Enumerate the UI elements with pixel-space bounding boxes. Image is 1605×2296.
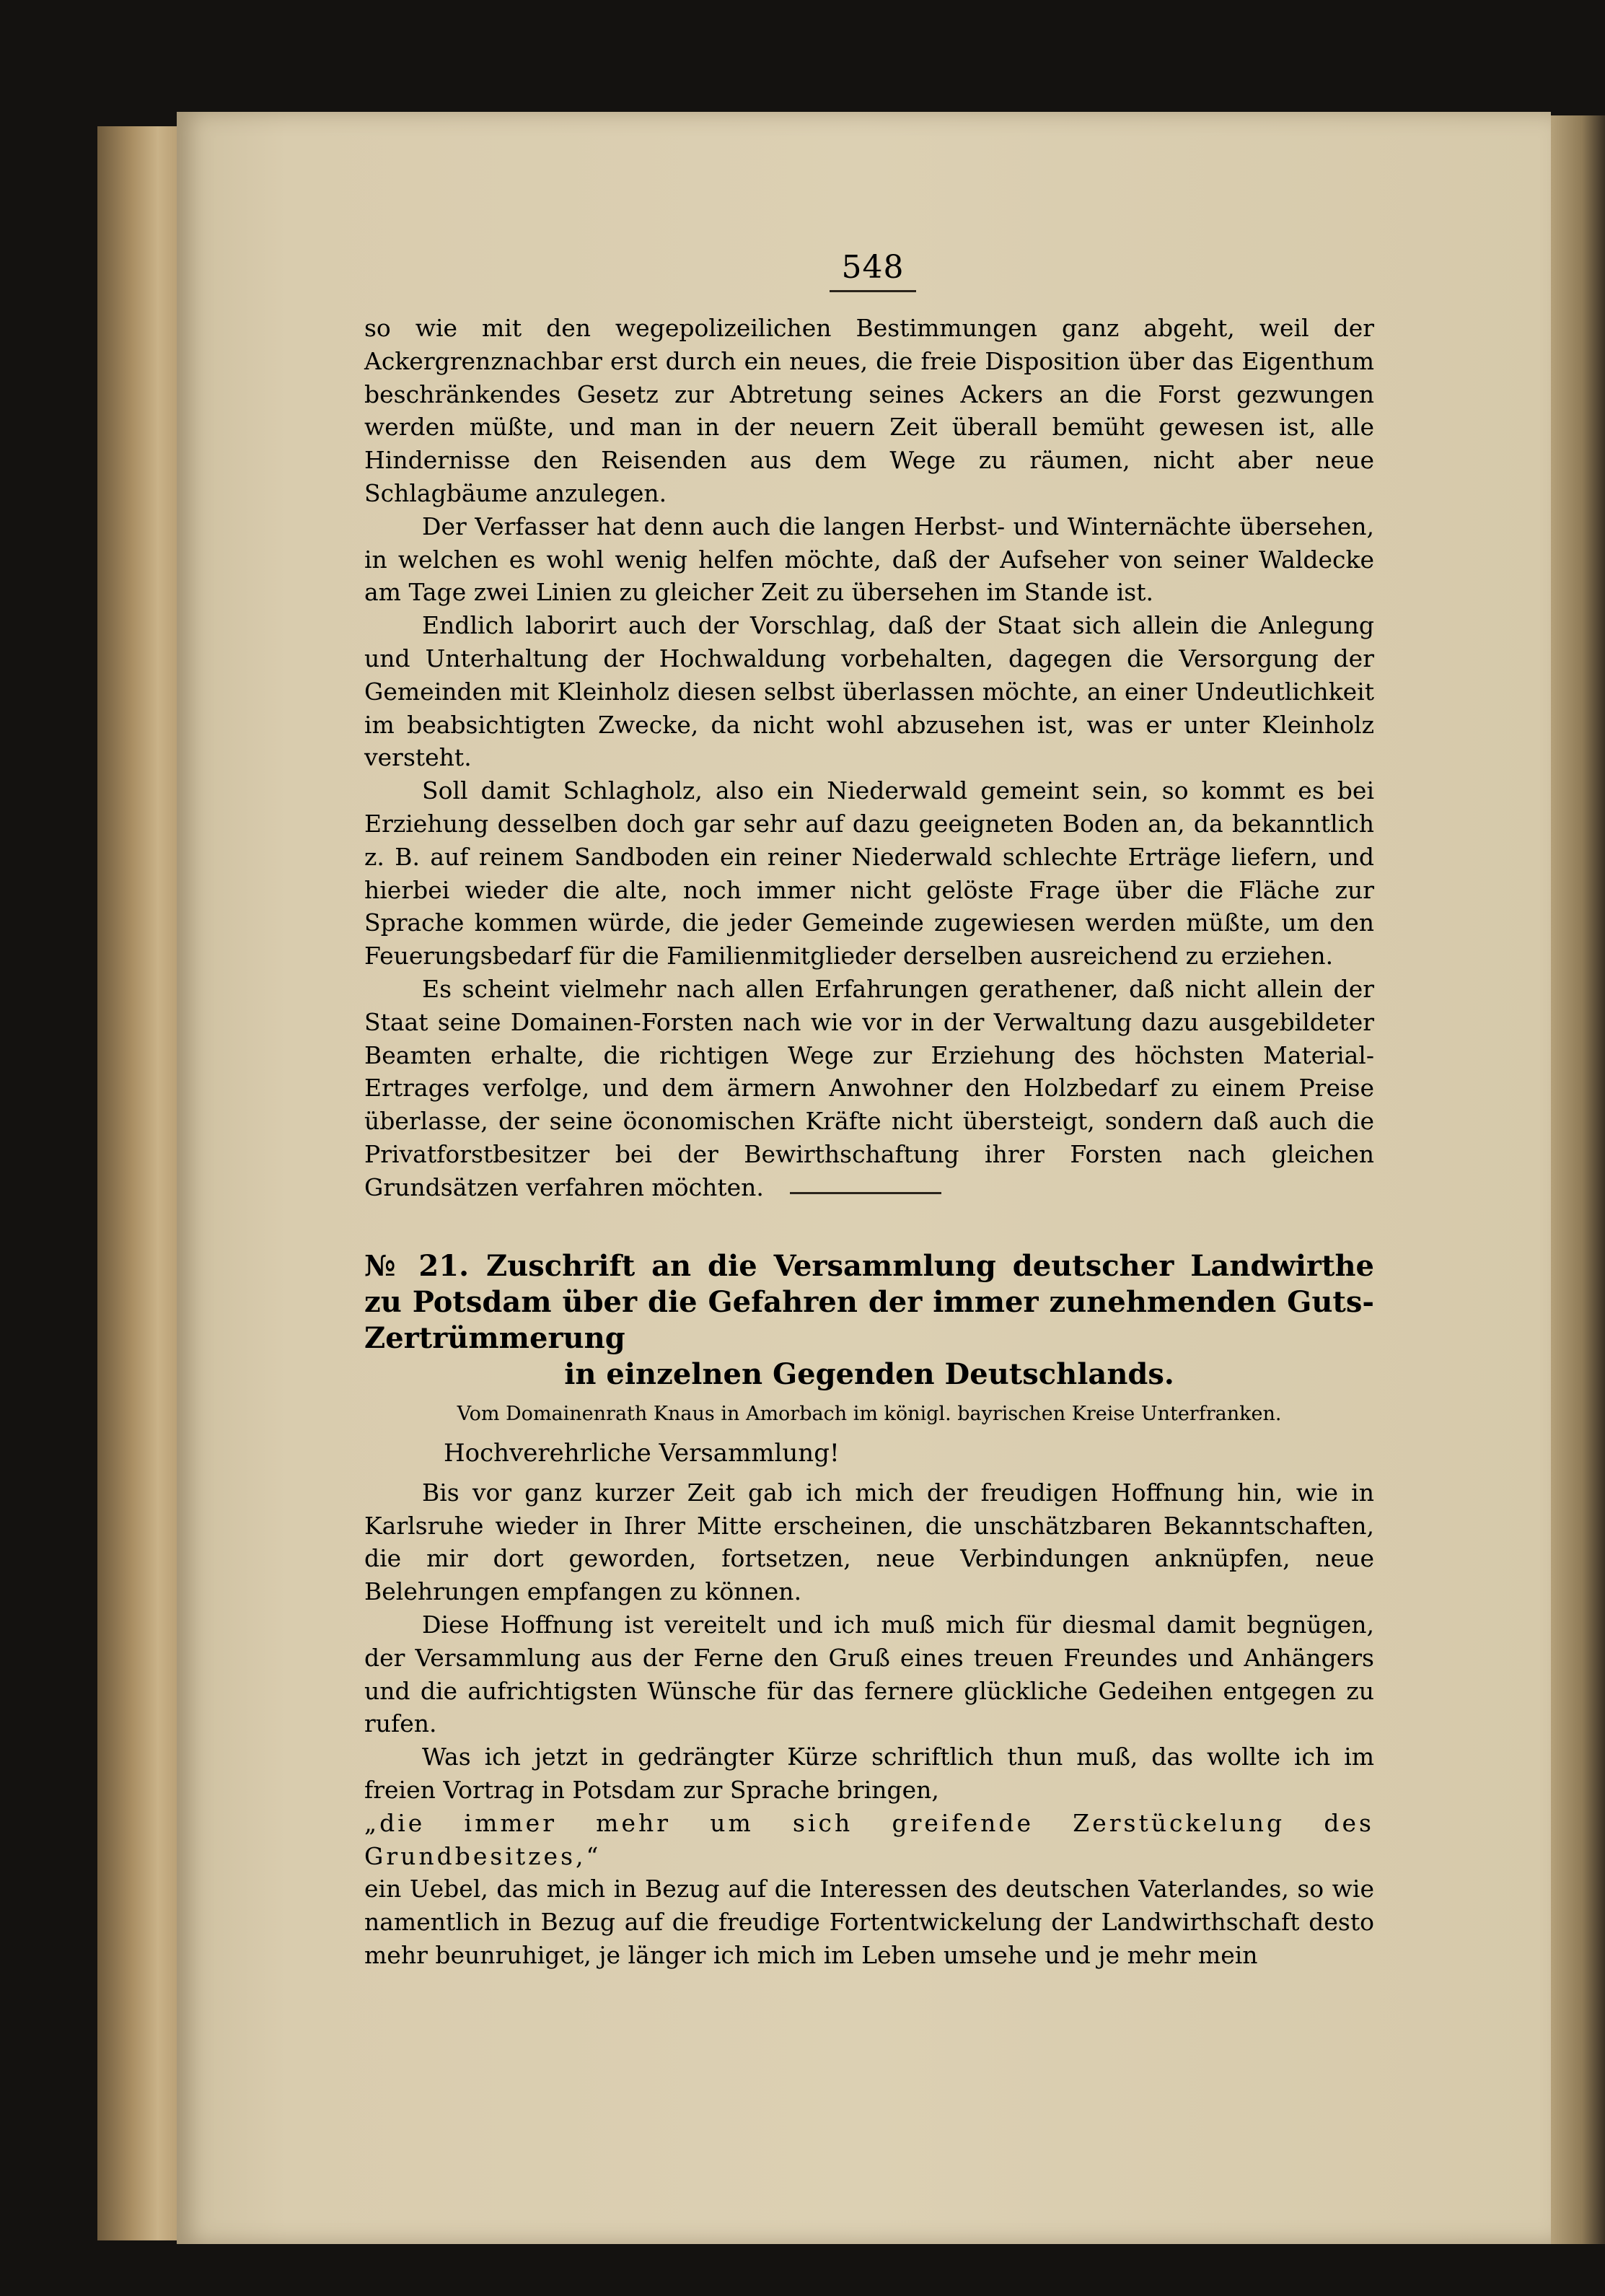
book-edge-right — [1547, 115, 1605, 2244]
spaced-quote: „die immer mehr um sich greifende Zerstückelung des Grundbesitzes,“ — [364, 1808, 1374, 1870]
article-number: № 21. — [364, 1249, 469, 1283]
book-edge-left — [97, 126, 184, 2240]
paragraph: Diese Hoffnung ist vereitelt und ich muß mich für diesmal damit begnügen, der Versammlung aus der Ferne den Gruß eines treuen Freundes und Anhängers und die aufrichtigsten Wünsche für das fernere glückliche Gedeihen entgegen zu rufen. — [364, 1610, 1374, 1738]
paragraph-lead: Was ich jetzt in gedrängter Kürze schriftlich thun muß, das wollte ich im freien Vortrag in Potsdam zur Sprache bringen, — [364, 1743, 1374, 1804]
paragraph: Bis vor ganz kurzer Zeit gab ich mich der freudigen Hoffnung hin, wie in Karlsruhe wieder in Ihrer Mitte erscheinen, die unschätzbaren Bekanntschaften, die mir dort geworden, fortsetzen, neue Verbindungen anknüpfen, neue Belehrungen empfangen zu können. — [364, 1478, 1374, 1606]
page-number: 548 — [830, 249, 916, 292]
article-section — [364, 1248, 1374, 1972]
body-text — [364, 312, 1374, 1204]
paragraph: Endlich laborirt auch der Vorschlag, daß der Staat sich allein die Anlegung und Unterhaltung der Hochwaldung vorbehalten, dagegen die Versorgung der Gemeinden mit Kleinholz diesen selbst überlassen möchte, an einer Undeutlichkeit im beabsichtigten Zwecke, da nicht wohl abzusehen ist, was er unter Kleinholz versteht. — [364, 611, 1374, 772]
article-title-text: Zuschrift an die Versammlung deutscher Landwirthe zu Potsdam über die Gefahren der immer zunehmenden Guts-Zertrümmerung — [364, 1249, 1374, 1355]
article-title — [364, 1248, 1374, 1393]
paragraph: Soll damit Schlagholz, also ein Niederwald gemeint sein, so kommt es bei Erziehung desselben doch gar sehr auf dazu geeigneten Boden an, da bekanntlich z. B. auf reinem Sandboden ein reiner Niederwald schlechte Erträge liefern, und hierbei wieder die alte, noch immer nicht gelöste Frage über die Fläche zur Sprache kommen würde, die jeder Gemeinde zugewiesen werden müßte, um den Feuerungsbedarf für die Familienmitglieder derselben ausreichend zu erziehen. — [364, 776, 1374, 970]
article-title-last-line: in einzelnen Gegenden Deutschlands. — [564, 1357, 1174, 1391]
paragraph: Der Verfasser hat denn auch die langen Herbst- und Winternächte übersehen, in welchen es wohl wenig helfen möchte, daß der Aufseher von seiner Waldecke am Tage zwei Linien zu gleicher Zeit zu übersehen im Stande ist. — [364, 512, 1374, 607]
paragraph: Es scheint vielmehr nach allen Erfahrungen gerathener, daß nicht allein der Staat seine Domainen-Forsten nach wie vor in der Verwaltung dazu ausgebildeter Beamten erhalte, die richtigen Wege zur Erziehung des höchsten Material-Ertrages verfolge, und dem ärmern Anwohner den Holzbedarf zu einem Preise überlasse, der seine öconomischen Kräfte nicht übersteigt, sondern daß auch die Privatforstbesitzer bei der Bewirthschaftung ihrer Forsten nach gleichen Grundsätzen verfahren möchten. — [364, 974, 1374, 1201]
salutation: Hochverehrliche Versammlung! — [444, 1439, 840, 1468]
paragraph-rest: ein Uebel, das mich in Bezug auf die Interessen des deutschen Vaterlandes, so wie namentlich in Bezug auf die freudige Fortentwickelung der Landwirthschaft desto mehr beunruhiget, je länger ich mich im Leben umsehe und je mehr mein — [364, 1875, 1374, 1969]
section-divider — [790, 1192, 941, 1194]
paragraph-continuation: so wie mit den wegepolizeilichen Bestimmungen ganz abgeht, weil der Ackergrenznachbar erst durch ein neues, die freie Disposition über das Eigenthum beschränkendes Gesetz zur Abtretung seines Ackers an die Forst gezwungen werden müßte, und man in der neuern Zeit überall bemüht gewesen ist, alle Hindernisse den Reisenden aus dem Wege zu räumen, nicht aber neue Schlagbäume anzulegen. — [364, 314, 1374, 507]
article-byline: Vom Domainenrath Knaus in Amorbach im königl. bayrischen Kreise Unterfranken. — [457, 1403, 1282, 1425]
paragraph — [364, 1740, 1374, 1972]
